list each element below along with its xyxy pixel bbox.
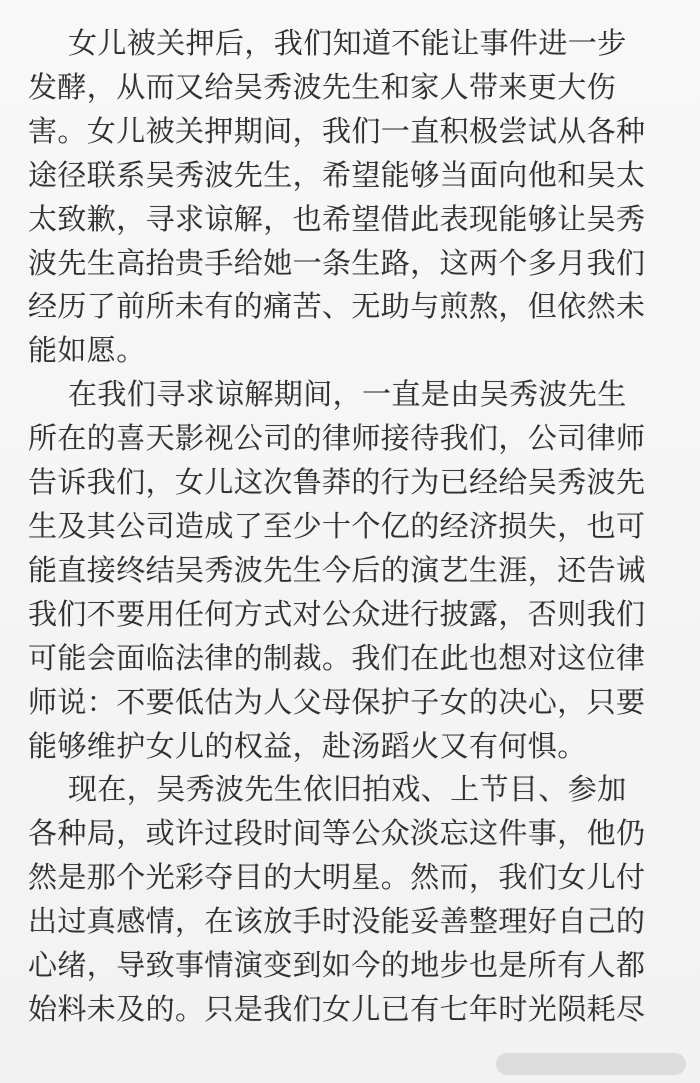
text-line: 始料未及的。只是我们女儿已有七年时光陨耗尽: [28, 991, 646, 1026]
text-line: 太致歉，寻求谅解，也希望借此表现能够让吴秀: [28, 201, 646, 236]
text-line: 然是那个光彩夺目的大明星。然而，我们女儿付: [28, 860, 646, 895]
text-line: 害。女儿被关押期间，我们一直积极尝试从各种: [28, 113, 646, 148]
text-line: 经历了前所未有的痛苦、无助与煎熬，但依然未: [28, 289, 646, 324]
paragraph-1: [28, 22, 674, 373]
text-line: 能直接终结吴秀波先生今后的演艺生涯，还告诫: [28, 552, 646, 587]
text-line: 途径联系吴秀波先生，希望能够当面向他和吴太: [28, 157, 646, 192]
paragraph-3: [28, 768, 674, 1031]
text-line: 心绪，导致事情演变到如今的地步也是所有人都: [28, 948, 646, 983]
text-line: 出过真感情，在该放手时没能妥善整理好自己的: [28, 904, 646, 939]
text-line: 我们不要用任何方式对公众进行披露，否则我们: [28, 596, 646, 631]
text-line: 现在，吴秀波先生依旧拍戏、上节目、参加: [68, 772, 627, 807]
text-line: 各种局，或许过段时间等公众淡忘这件事，他仍: [28, 816, 646, 851]
text-line: 在我们寻求谅解期间，一直是由吴秀波先生: [68, 377, 627, 412]
watermark: [496, 1053, 686, 1075]
text-line: 可能会面临法律的制裁。我们在此也想对这位律: [28, 640, 646, 675]
text-line: 发酵，从而又给吴秀波先生和家人带来更大伤: [28, 69, 617, 104]
text-line: 师说：不要低估为人父母保护子女的决心，只要: [28, 684, 646, 719]
text-line: 波先生高抬贵手给她一条生路，这两个多月我们: [28, 245, 646, 280]
text-line: 能如愿。: [28, 333, 146, 368]
text-line: 告诉我们，女儿这次鲁莽的行为已经给吴秀波先: [28, 465, 646, 500]
text-line: 所在的喜天影视公司的律师接待我们，公司律师: [28, 421, 646, 456]
paragraph-2: [28, 373, 674, 768]
text-line: 生及其公司造成了至少十个亿的经济损失，也可: [28, 508, 646, 543]
text-line: 能够维护女儿的权益，赴汤蹈火又有何惧。: [28, 728, 587, 763]
text-line: 女儿被关押后，我们知道不能让事件进一步: [68, 26, 627, 60]
